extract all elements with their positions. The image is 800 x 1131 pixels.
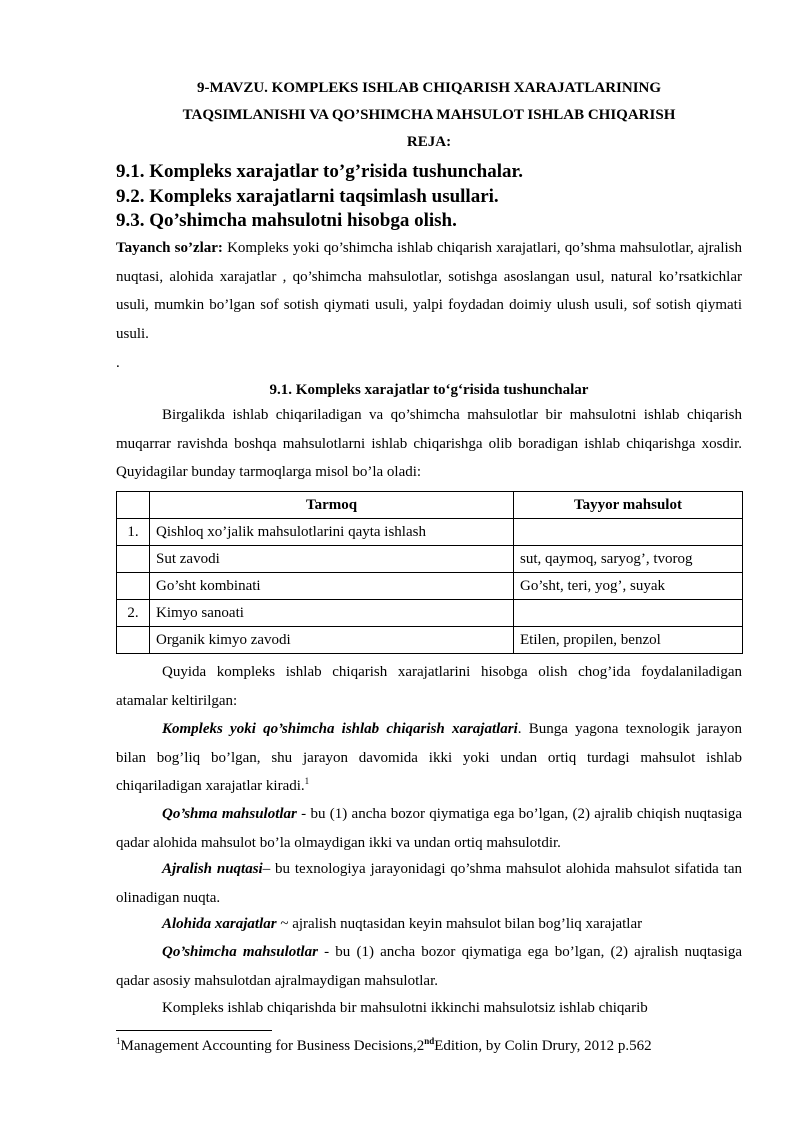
footnote-mark: 1	[116, 1036, 121, 1046]
table-row	[117, 546, 743, 573]
definition-text: – bu texnologiya jarayonidagi qo’shma mahsulot alohida mahsulot sifatida tan olinadigan nuqta.	[116, 861, 742, 906]
separator-dot: .	[116, 355, 120, 371]
table-row	[117, 627, 743, 654]
row-product: Etilen, propilen, benzol	[514, 627, 743, 654]
table-row	[117, 600, 743, 627]
definition-split-off-point	[116, 855, 742, 912]
plan-item-3: 9.3. Qo’shimcha mahsulotni hisobga olish.	[116, 210, 457, 231]
table-row	[117, 573, 743, 600]
definition-by-products	[116, 938, 742, 995]
footnote-reference[interactable]: 1	[304, 776, 310, 786]
table-header-num	[117, 492, 150, 519]
row-product: Go’sht, teri, yog’, suyak	[514, 573, 743, 600]
keywords-text: Kompleks yoki qo’shimcha ishlab chiqarish xarajatlari, qo’shma mahsulotlar, ajralish nuqtasi, alohida xarajatlar , qo’shimcha mahsulotlar, sotishga asoslangan usul, natural ko’rsatkichlar usuli, mumkin bo’lgan sof sotish qiymati usuli, yalpi foydadan doimiy ulush usuli, sof sotish qiymati usuli.	[116, 240, 743, 342]
row-num	[117, 546, 150, 573]
section-title: 9.1. Kompleks xarajatlar to‘g‘risida tushunchalar	[269, 382, 589, 398]
footnote-divider	[116, 1030, 272, 1031]
definition-text: ~ ajralish nuqtasidan keyin mahsulot bilan bog’liq xarajatlar	[276, 916, 643, 932]
row-num	[117, 627, 150, 654]
row-num: 1.	[117, 519, 150, 546]
table-header-branch: Tarmoq	[150, 492, 514, 519]
plan-heading: REJA:	[406, 134, 452, 150]
footnote-text-after: Edition, by Colin Drury, 2012 p.562	[434, 1038, 652, 1054]
intro-paragraph: Birgalikda ishlab chiqariladigan va qo’shimcha mahsulotlar bir mahsulotni ishlab chiqarish muqarrar ravishda boshqa mahsulotlarni ishlab chiqarishga olib boradigan ishlab chiqarishga xosdir. Quyidagilar bunday tarmoqlarga misol bo’la oladi:	[116, 407, 742, 480]
table-row	[117, 519, 743, 546]
page-title-line-2: TAQSIMLANISHI VA QO’SHIMCHA MAHSULOT ISHLAB CHIQARISH	[182, 107, 676, 123]
row-branch: Organik kimyo zavodi	[150, 627, 514, 654]
keywords-label: Tayanch so’zlar:	[116, 240, 223, 256]
definition-text: . Bunga yagona texnologik jarayon bilan bog’liq bo’lgan, shu jarayon davomida ikki yoki undan ortiq turdagi mahsulot ishlab chiqariladigan xarajatlar kiradi.	[116, 721, 742, 794]
row-product	[514, 519, 743, 546]
row-branch: Kimyo sanoati	[150, 600, 514, 627]
definition-joint-products	[116, 800, 742, 857]
row-branch: Go’sht kombinati	[150, 573, 514, 600]
definition-term: Qo’shimcha mahsulotlar	[162, 944, 318, 960]
definition-separable-costs	[116, 910, 742, 939]
row-product: sut, qaymoq, saryog’, tvorog	[514, 546, 743, 573]
row-num	[117, 573, 150, 600]
plan-item-2: 9.2. Kompleks xarajatlarni taqsimlash usullari.	[116, 186, 499, 207]
row-branch: Qishloq xo’jalik mahsulotlarini qayta ishlash	[150, 519, 514, 546]
definition-text: - bu (1) ancha bozor qiymatiga ega bo’lgan, (2) ajralib chiqish nuqtasiga qadar alohida mahsulot bo’la olmaydigan ikki va undan ortiq mahsulotdir.	[116, 806, 742, 851]
row-branch: Sut zavodi	[150, 546, 514, 573]
definition-term: Ajralish nuqtasi	[162, 861, 263, 877]
row-num: 2.	[117, 600, 150, 627]
table-header-product: Tayyor mahsulot	[514, 492, 743, 519]
footnote-text-before: Management Accounting for Business Decisions,2	[120, 1038, 425, 1054]
industry-table	[116, 491, 743, 654]
after-table-paragraph: Quyida kompleks ishlab chiqarish xarajatlarini hisobga olish chog’ida foydalaniladigan atamalar keltirilgan:	[116, 664, 742, 709]
definition-term: Kompleks yoki qo’shimcha ishlab chiqarish xarajatlari	[162, 721, 518, 737]
definition-text: - bu (1) ancha bozor qiymatiga ega bo’lgan, (2) ajralish nuqtasiga qadar asosiy mahsulotdan ajralmaydigan mahsulotlar.	[116, 944, 742, 989]
row-product	[514, 600, 743, 627]
definition-complex-costs	[116, 715, 742, 801]
table-header-row	[117, 492, 743, 519]
page-title-line-1: 9-MAVZU. KOMPLEKS ISHLAB CHIQARISH XARAJATLARINING	[196, 80, 662, 96]
definition-term: Qo’shma mahsulotlar	[162, 806, 297, 822]
footnote-superscript: nd	[424, 1036, 435, 1046]
keywords-paragraph	[116, 234, 742, 348]
plan-item-1: 9.1. Kompleks xarajatlar to’g’risida tushunchalar.	[116, 161, 523, 182]
definition-term: Alohida xarajatlar	[162, 916, 277, 932]
footnote	[116, 1036, 652, 1056]
last-line: Kompleks ishlab chiqarishda bir mahsulotni ikkinchi mahsulotsiz ishlab chiqarib	[162, 1000, 648, 1016]
